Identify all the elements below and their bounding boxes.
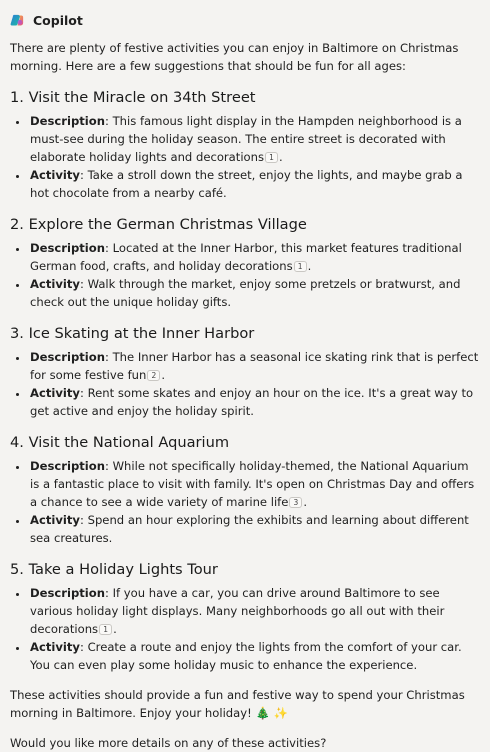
section-title: 2. Explore the German Christmas Village	[10, 216, 307, 233]
follow-up-question: Would you like more details on any of these activities?	[10, 736, 327, 750]
description-text: : Located at the Inner Harbor, this market features traditional German food, crafts, and holiday decorations	[30, 241, 462, 273]
description-text: : The Inner Harbor has a seasonal ice skating rink that is perfect for some festive fun	[30, 350, 479, 382]
description-label: Description	[30, 241, 105, 255]
description-text: : This famous light display in the Hampden neighborhood is a must-see during the holiday season. The entire street is decorated with elaborate holiday lights and decorations	[30, 114, 462, 164]
description-label: Description	[30, 586, 105, 600]
description-label: Description	[30, 459, 105, 473]
copilot-logo-icon	[10, 13, 25, 28]
activity-label: Activity	[30, 640, 80, 654]
description-text: : While not specifically holiday-themed, the National Aquarium is a fantastic place to visit with family. It's open on Christmas Day and offers a chance to see a wide variety of marine life	[30, 459, 475, 509]
activity-item	[28, 275, 480, 311]
activity-text: : Spend an hour exploring the exhibits and learning about different sea creatures.	[30, 513, 469, 545]
section-bullets	[10, 112, 480, 202]
outro-text: These activities should provide a fun and festive way to spend your Christmas morning in Baltimore. Enjoy your holiday! 🎄 ✨	[10, 688, 465, 720]
activity-text: : Walk through the market, enjoy some pretzels or bratwurst, and check out the unique holiday gifts.	[30, 277, 461, 309]
activity-item	[28, 166, 480, 202]
activity-item	[28, 511, 480, 547]
activity-label: Activity	[30, 277, 80, 291]
copilot-header	[10, 0, 480, 40]
section-title: 3. Ice Skating at the Inner Harbor	[10, 325, 255, 342]
description-label: Description	[30, 114, 105, 128]
description-item: • Description: If you have a car, you can drive around Baltimore to see various holiday light displays. Many neighborhoods go all out with their decorations 1 .	[28, 584, 480, 638]
citation-badge[interactable]: 1	[99, 624, 112, 635]
activity-label: Activity	[30, 168, 80, 182]
section-title: 1. Visit the Miracle on 34th Street	[10, 89, 256, 106]
citation-badge[interactable]: 2	[147, 370, 160, 381]
description-item: • Description: The Inner Harbor has a seasonal ice skating rink that is perfect for some festive fun 2 .	[28, 348, 480, 384]
section-bullets	[10, 457, 480, 547]
description-text: : If you have a car, you can drive around Baltimore to see various holiday light displays. Many neighborhoods go all out with their decorations	[30, 586, 445, 636]
section-title: 4. Visit the National Aquarium	[10, 434, 230, 451]
citation-badge[interactable]: 1	[265, 152, 278, 163]
copilot-brand-label: Copilot	[33, 12, 83, 28]
section-title: 5. Take a Holiday Lights Tour	[10, 561, 218, 578]
activity-label: Activity	[30, 386, 80, 400]
citation-badge[interactable]: 1	[294, 261, 307, 272]
description-label: Description	[30, 350, 105, 364]
description-item: • Description: While not specifically holiday-themed, the National Aquarium is a fantastic place to visit with family. It's open on Christmas Day and offers a chance to see a wide variety of marine life 3 .	[28, 457, 480, 511]
activity-text: : Take a stroll down the street, enjoy the lights, and maybe grab a hot chocolate from a nearby café.	[30, 168, 463, 200]
section-bullets	[10, 348, 480, 420]
intro-text: There are plenty of festive activities you can enjoy in Baltimore on Christmas morning. Here are a few suggestions that should be fun for all ages:	[10, 41, 459, 73]
description-item: • Description: This famous light display in the Hampden neighborhood is a must-see during the holiday season. The entire street is decorated with elaborate holiday lights and decorations 1 .	[28, 112, 480, 166]
suggestions-list	[10, 88, 480, 674]
citation-badge[interactable]: 3	[289, 497, 302, 508]
activity-item	[28, 384, 480, 420]
activity-label: Activity	[30, 513, 80, 527]
description-item: • Description: Located at the Inner Harbor, this market features traditional German food, crafts, and holiday decorations 1 .	[28, 239, 480, 275]
section-bullets	[10, 584, 480, 674]
section-bullets	[10, 239, 480, 311]
activity-text: : Create a route and enjoy the lights from the comfort of your car. You can even play some holiday music to enhance the experience.	[30, 640, 462, 672]
activity-text: : Rent some skates and enjoy an hour on the ice. It's a great way to get active and enjoy the holiday spirit.	[30, 386, 474, 418]
activity-item	[28, 638, 480, 674]
